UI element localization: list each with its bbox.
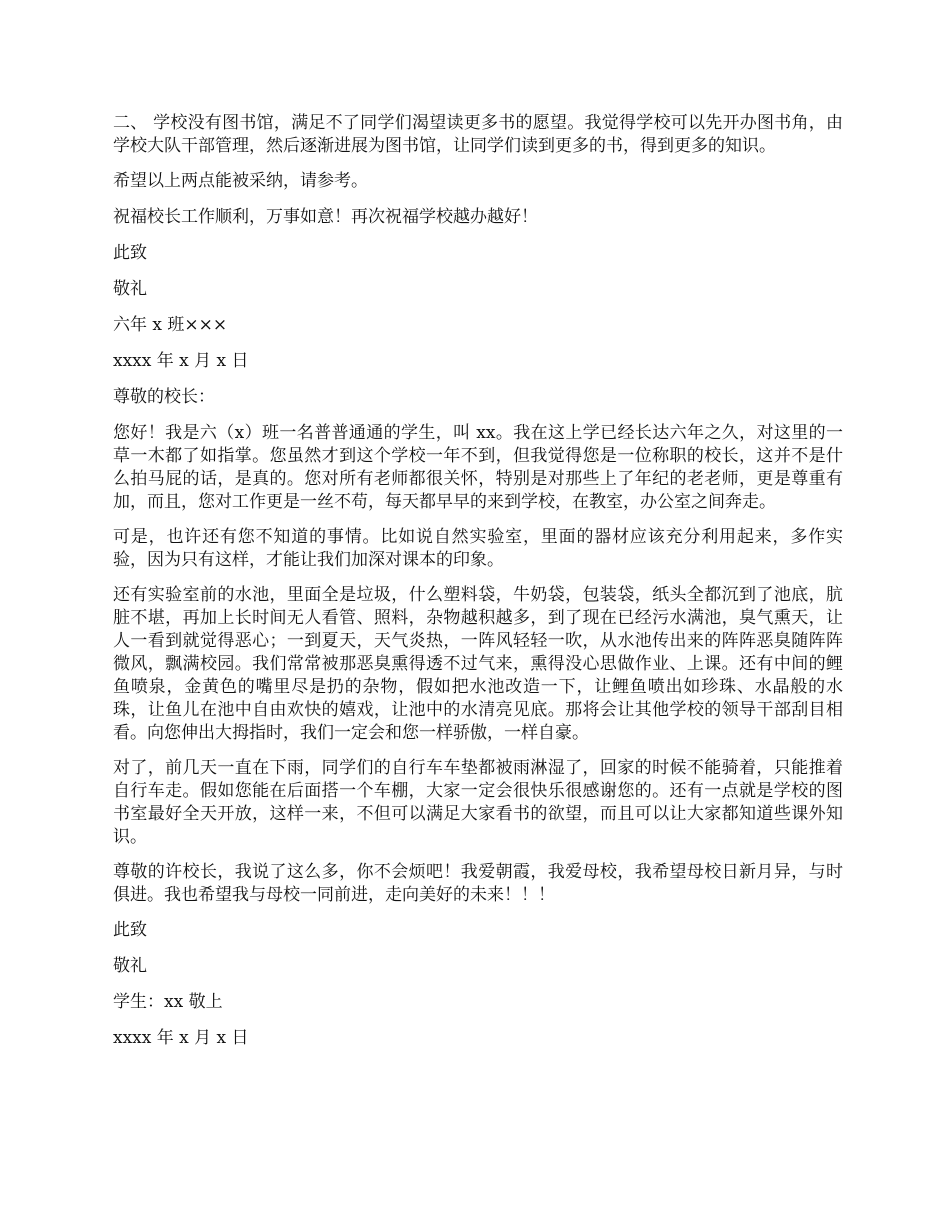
closing-regards-2: 敬礼 (113, 956, 147, 976)
closing-regards: 敬礼 (113, 279, 147, 299)
paragraph-hope-adopted: 希望以上两点能被采纳，请参考。 (113, 171, 368, 191)
document-body (113, 112, 843, 1063)
paragraph-pond: 还有实验室前的水池，里面全是垃圾，什么塑料袋，牛奶袋，包装袋，纸头全都沉到了池底，肮脏不堪，再加上长时间无人看管、照料，杂物越积越多，到了现在已经污水满池，臭气熏天，让人一看到就觉得恶心；一到夏天，天气炎热，一阵风轻轻一吹，从水池传出来的阵阵恶臭随阵阵微风，飘满校园。我们常常被那恶臭熏得透不过气来，熏得没心思做作业、上课。还有中间的鲤鱼喷泉，金黄色的嘴里尽是扔的杂物，假如把水池改造一下，让鲤鱼喷出如珍珠、水晶般的水珠，让鱼儿在池中自由欢快的嬉戏，让池中的水清亮见底。那将会让其他学校的领导干部刮目相看。向您伸出大拇指时，我们一定会和您一样骄傲，一样自豪。 (113, 585, 843, 743)
paragraph-conclusion: 尊敬的许校长，我说了这么多，你不会烦吧！我爱朝霞，我爱母校，我希望母校日新月异，与时俱进。我也希望我与母校一同前进，走向美好的未来！！！ (113, 862, 843, 905)
signature-student: 学生：xx 敬上 (113, 992, 223, 1012)
signature-date-2: xxxx 年 x 月 x 日 (113, 1028, 249, 1048)
paragraph-bike-shed: 对了，前几天一直在下雨，同学们的自行车车垫都被雨淋湿了，回家的时候不能骑着，只能推着自行车走。假如您能在后面搭一个车棚，大家一定会很快乐很感谢您的。还有一点就是学校的图书室最好全天开放，这样一来，不但可以满足大家看书的欲望，而且可以让大家都知道些课外知识。 (113, 758, 843, 847)
letter-greeting: 尊敬的校长： (113, 387, 215, 407)
paragraph-blessing: 祝福校长工作顺利，万事如意！再次祝福学校越办越好！ (113, 207, 538, 227)
signature-class: 六年 x 班××× (113, 315, 228, 335)
closing-salutation: 此致 (113, 243, 147, 263)
closing-salutation-2: 此致 (113, 920, 147, 940)
signature-date: xxxx 年 x 月 x 日 (113, 351, 249, 371)
paragraph-library-suggestion: 二、 学校没有图书馆，满足不了同学们渴望读更多书的愿望。我觉得学校可以先开办图书角，由学校大队干部管理，然后逐渐进展为图书馆，让同学们读到更多的书，得到更多的知识。 (113, 113, 843, 156)
paragraph-introduction: 您好！我是六（x）班一名普普通通的学生，叫 xx。我在这上学已经长达六年之久，对这里的一草一木都了如指掌。您虽然才到这个学校一年不到，但我觉得您是一位称职的校长，这并不是什么拍马屁的话，是真的。您对所有老师都很关怀，特别是对那些上了年纪的老老师，更是尊重有加，而且，您对工作更是一丝不苟，每天都早早的来到学校，在教室，办公室之间奔走。 (113, 423, 843, 512)
paragraph-laboratory: 可是，也许还有您不知道的事情。比如说自然实验室，里面的器材应该充分利用起来，多作实验，因为只有这样，才能让我们加深对课本的印象。 (113, 527, 843, 570)
